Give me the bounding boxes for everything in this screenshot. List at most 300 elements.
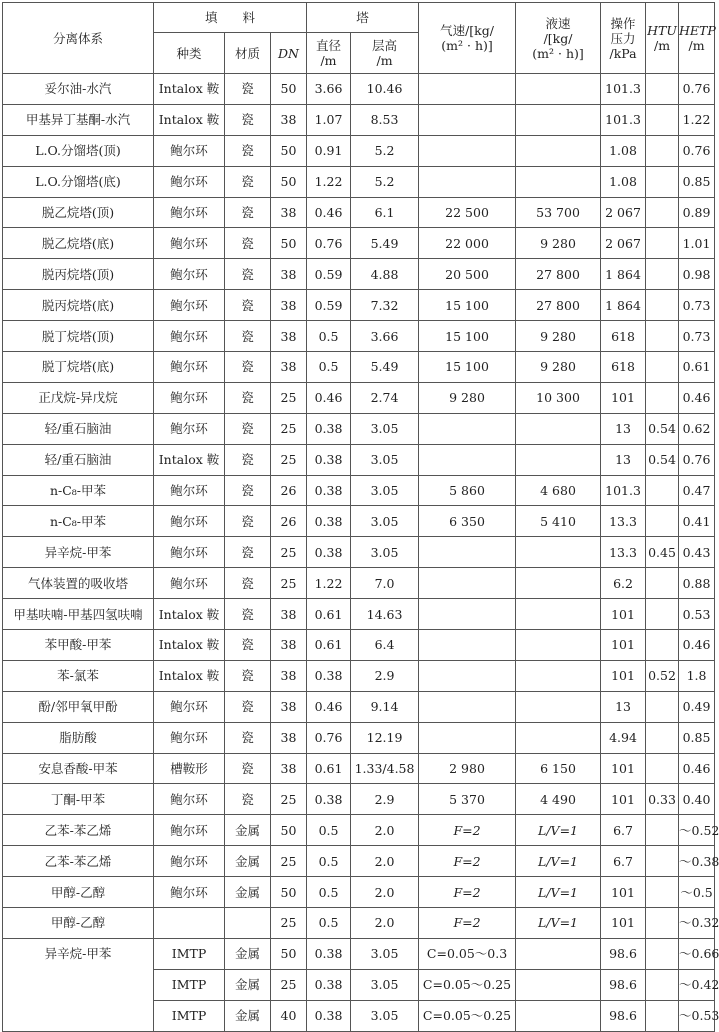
cell-liquid-speed (516, 691, 601, 722)
cell-system: 乙苯-苯乙烯 (3, 815, 154, 846)
cell-htu (646, 166, 679, 197)
cell-hetp: ～0.53 (679, 1000, 715, 1031)
cell-bed-height: 8.53 (351, 104, 419, 135)
cell-gas-speed: 9 280 (419, 382, 516, 413)
cell-dn: 38 (271, 104, 307, 135)
cell-diameter: 3.66 (307, 74, 351, 105)
cell-dn: 25 (271, 382, 307, 413)
cell-htu (646, 1000, 679, 1031)
cell-hetp: 0.53 (679, 599, 715, 630)
cell-liquid-speed: 27 800 (516, 290, 601, 321)
cell-dn: 50 (271, 938, 307, 969)
cell-gas-speed: 6 350 (419, 506, 516, 537)
cell-liquid-speed (516, 444, 601, 475)
cell-hetp: 1.22 (679, 104, 715, 135)
cell-op-pressure: 1 864 (601, 290, 646, 321)
cell-op-pressure: 1 864 (601, 259, 646, 290)
cell-liquid-speed: 9 280 (516, 321, 601, 352)
header-hetp (679, 3, 715, 74)
cell-op-pressure: 618 (601, 321, 646, 352)
header-diameter-line2: /m (320, 53, 337, 68)
cell-system: 甲基呋喃-甲基四氢呋喃 (3, 599, 154, 630)
cell-material: 瓷 (225, 722, 271, 753)
header-op-pressure-line3: /kPa (609, 45, 637, 61)
cell-liquid-speed (516, 104, 601, 135)
cell-htu (646, 104, 679, 135)
cell-liquid-speed: 27 800 (516, 259, 601, 290)
cell-liquid-speed (516, 660, 601, 691)
cell-bed-height: 6.4 (351, 630, 419, 661)
header-bed-height (351, 33, 419, 74)
cell-material: 金属 (225, 938, 271, 969)
cell-diameter: 0.38 (307, 938, 351, 969)
cell-packing-kind: 鲍尔环 (154, 537, 225, 568)
cell-hetp: 0.49 (679, 691, 715, 722)
cell-gas-speed (419, 537, 516, 568)
cell-packing-kind: Intalox 鞍 (154, 104, 225, 135)
cell-packing-kind: 鲍尔环 (154, 722, 225, 753)
cell-gas-speed (419, 166, 516, 197)
cell-hetp: ～0.52 (679, 815, 715, 846)
cell-material: 瓷 (225, 537, 271, 568)
cell-liquid-speed: 4 680 (516, 475, 601, 506)
cell-hetp: 0.41 (679, 506, 715, 537)
cell-hetp: 0.46 (679, 382, 715, 413)
cell-diameter: 0.76 (307, 722, 351, 753)
cell-dn: 38 (271, 660, 307, 691)
cell-bed-height: 6.1 (351, 197, 419, 228)
table-row (3, 135, 715, 166)
cell-htu (646, 722, 679, 753)
cell-htu (646, 938, 679, 969)
cell-packing-kind: Intalox 鞍 (154, 444, 225, 475)
cell-liquid-speed (516, 568, 601, 599)
cell-op-pressure: 101 (601, 877, 646, 908)
header-bed-height-line2: /m (376, 53, 393, 68)
cell-material: 瓷 (225, 104, 271, 135)
cell-op-pressure: 13.3 (601, 506, 646, 537)
cell-liquid-speed: 4 490 (516, 784, 601, 815)
cell-bed-height: 3.05 (351, 1000, 419, 1031)
cell-gas-speed: F=2 (419, 877, 516, 908)
cell-material: 瓷 (225, 475, 271, 506)
cell-op-pressure: 618 (601, 352, 646, 383)
cell-op-pressure: 2 067 (601, 228, 646, 259)
cell-op-pressure: 101 (601, 630, 646, 661)
cell-diameter: 0.38 (307, 969, 351, 1000)
cell-hetp: 0.76 (679, 444, 715, 475)
cell-packing-kind: 鲍尔环 (154, 815, 225, 846)
cell-hetp: 0.43 (679, 537, 715, 568)
cell-dn: 38 (271, 722, 307, 753)
cell-htu (646, 290, 679, 321)
header-htu-line2: /m (653, 38, 671, 53)
cell-liquid-speed: L/V=1 (516, 908, 601, 939)
cell-liquid-speed (516, 1000, 601, 1031)
cell-bed-height: 3.66 (351, 321, 419, 352)
cell-liquid-speed: L/V=1 (516, 815, 601, 846)
cell-gas-speed (419, 104, 516, 135)
cell-htu: 0.52 (646, 660, 679, 691)
cell-bed-height: 1.33/4.58 (351, 753, 419, 784)
table-row (3, 321, 715, 352)
cell-material: 金属 (225, 815, 271, 846)
cell-hetp: 0.46 (679, 630, 715, 661)
cell-diameter: 0.38 (307, 413, 351, 444)
cell-dn: 40 (271, 1000, 307, 1031)
table-row (3, 475, 715, 506)
table-row (3, 506, 715, 537)
table-row (3, 352, 715, 383)
cell-material: 瓷 (225, 444, 271, 475)
cell-diameter: 1.22 (307, 166, 351, 197)
cell-gas-speed: 22 500 (419, 197, 516, 228)
header-op-pressure-line2: 压力 (610, 30, 636, 46)
cell-op-pressure: 101.3 (601, 475, 646, 506)
cell-hetp: 0.73 (679, 321, 715, 352)
cell-packing-kind: 鲍尔环 (154, 475, 225, 506)
cell-htu (646, 691, 679, 722)
cell-dn: 25 (271, 444, 307, 475)
cell-dn: 25 (271, 908, 307, 939)
cell-system: 乙苯-苯乙烯 (3, 846, 154, 877)
cell-system: L.O.分馏塔(顶) (3, 135, 154, 166)
cell-liquid-speed (516, 969, 601, 1000)
cell-gas-speed: 2 980 (419, 753, 516, 784)
cell-gas-speed (419, 599, 516, 630)
cell-packing-kind: Intalox 鞍 (154, 630, 225, 661)
cell-material: 瓷 (225, 630, 271, 661)
cell-liquid-speed (516, 166, 601, 197)
cell-system: 轻/重石脑油 (3, 444, 154, 475)
cell-system: 正戊烷-异戊烷 (3, 382, 154, 413)
cell-liquid-speed (516, 722, 601, 753)
cell-system: 酚/邻甲氧甲酚 (3, 691, 154, 722)
header-system: 分离体系 (3, 3, 154, 74)
cell-packing-kind: 鲍尔环 (154, 166, 225, 197)
cell-gas-speed: 15 100 (419, 290, 516, 321)
cell-bed-height: 2.74 (351, 382, 419, 413)
cell-liquid-speed (516, 938, 601, 969)
cell-hetp: 0.76 (679, 74, 715, 105)
cell-op-pressure: 4.94 (601, 722, 646, 753)
header-liquid-speed (516, 3, 601, 74)
table-row (3, 908, 715, 939)
cell-diameter: 0.61 (307, 753, 351, 784)
cell-dn: 38 (271, 321, 307, 352)
cell-system: 妥尔油-水汽 (3, 74, 154, 105)
cell-op-pressure: 2 067 (601, 197, 646, 228)
cell-dn: 50 (271, 877, 307, 908)
cell-material: 瓷 (225, 599, 271, 630)
cell-material: 瓷 (225, 135, 271, 166)
cell-dn: 38 (271, 259, 307, 290)
cell-diameter: 0.38 (307, 1000, 351, 1031)
cell-material: 瓷 (225, 228, 271, 259)
packing-data-table-container (2, 2, 719, 1032)
table-row (3, 568, 715, 599)
cell-bed-height: 5.49 (351, 228, 419, 259)
cell-bed-height: 2.9 (351, 660, 419, 691)
cell-system: 脱乙烷塔(底) (3, 228, 154, 259)
cell-liquid-speed (516, 537, 601, 568)
cell-packing-kind: 鲍尔环 (154, 259, 225, 290)
cell-htu (646, 815, 679, 846)
header-liquid-speed-line2: /[kg/ (543, 30, 573, 46)
cell-system: 苯-氯苯 (3, 660, 154, 691)
table-row (3, 166, 715, 197)
cell-packing-kind: 槽鞍形 (154, 753, 225, 784)
cell-diameter: 0.61 (307, 599, 351, 630)
cell-bed-height: 5.2 (351, 135, 419, 166)
header-tower: 塔 (307, 3, 419, 33)
cell-op-pressure: 98.6 (601, 1000, 646, 1031)
cell-gas-speed (419, 135, 516, 166)
cell-op-pressure: 1.08 (601, 166, 646, 197)
cell-dn: 25 (271, 568, 307, 599)
cell-material: 瓷 (225, 413, 271, 444)
header-op-pressure-line1: 操作 (610, 15, 636, 31)
cell-packing-kind: 鲍尔环 (154, 413, 225, 444)
cell-htu (646, 908, 679, 939)
cell-dn: 25 (271, 784, 307, 815)
cell-htu (646, 846, 679, 877)
cell-dn: 25 (271, 537, 307, 568)
cell-hetp: 1.01 (679, 228, 715, 259)
cell-packing-kind: Intalox 鞍 (154, 660, 225, 691)
cell-hetp: ～0.42 (679, 969, 715, 1000)
table-row (3, 753, 715, 784)
cell-system: 脱乙烷塔(顶) (3, 197, 154, 228)
cell-bed-height: 3.05 (351, 475, 419, 506)
cell-hetp: 0.61 (679, 352, 715, 383)
header-op-pressure (601, 3, 646, 74)
cell-op-pressure: 13 (601, 413, 646, 444)
cell-htu (646, 475, 679, 506)
cell-op-pressure: 101.3 (601, 104, 646, 135)
table-row (3, 660, 715, 691)
table-body (3, 74, 719, 1032)
cell-htu (646, 352, 679, 383)
cell-liquid-speed (516, 74, 601, 105)
cell-material: 瓷 (225, 321, 271, 352)
table-row (3, 259, 715, 290)
cell-op-pressure: 101 (601, 382, 646, 413)
cell-packing-kind (154, 908, 225, 939)
cell-htu: 0.33 (646, 784, 679, 815)
table-row (3, 938, 715, 969)
cell-diameter: 0.46 (307, 691, 351, 722)
cell-dn: 26 (271, 506, 307, 537)
cell-material: 金属 (225, 846, 271, 877)
cell-diameter: 0.5 (307, 815, 351, 846)
cell-gas-speed: 5 370 (419, 784, 516, 815)
cell-packing-kind: 鲍尔环 (154, 135, 225, 166)
cell-bed-height: 4.88 (351, 259, 419, 290)
header-gas-speed (419, 3, 516, 74)
header-liquid-speed-line3: (m² · h)] (532, 45, 584, 61)
cell-diameter: 0.76 (307, 228, 351, 259)
cell-bed-height: 5.2 (351, 166, 419, 197)
cell-hetp: 0.46 (679, 753, 715, 784)
cell-liquid-speed (516, 413, 601, 444)
cell-diameter: 0.46 (307, 197, 351, 228)
cell-bed-height: 3.05 (351, 938, 419, 969)
cell-op-pressure: 101 (601, 784, 646, 815)
cell-hetp: 0.88 (679, 568, 715, 599)
cell-diameter: 0.5 (307, 352, 351, 383)
cell-diameter: 1.07 (307, 104, 351, 135)
table-row (3, 104, 715, 135)
cell-diameter: 0.38 (307, 506, 351, 537)
cell-system: n-C₈-甲苯 (3, 506, 154, 537)
cell-diameter: 0.38 (307, 475, 351, 506)
cell-system: 异辛烷-甲苯 (3, 537, 154, 568)
cell-hetp: 0.62 (679, 413, 715, 444)
cell-bed-height: 3.05 (351, 444, 419, 475)
cell-dn: 50 (271, 74, 307, 105)
cell-liquid-speed: 6 150 (516, 753, 601, 784)
cell-packing-kind: 鲍尔环 (154, 846, 225, 877)
cell-material: 金属 (225, 1000, 271, 1031)
cell-htu (646, 506, 679, 537)
cell-hetp: ～0.5 (679, 877, 715, 908)
header-diameter-line1: 直径 (316, 38, 342, 53)
cell-material: 瓷 (225, 753, 271, 784)
cell-diameter: 0.59 (307, 259, 351, 290)
cell-htu (646, 753, 679, 784)
cell-packing-kind: 鲍尔环 (154, 290, 225, 321)
cell-bed-height: 3.05 (351, 969, 419, 1000)
header-material: 材质 (225, 33, 271, 74)
cell-liquid-speed: 10 300 (516, 382, 601, 413)
cell-material: 金属 (225, 969, 271, 1000)
cell-system: n-C₈-甲苯 (3, 475, 154, 506)
cell-system: 甲醇-乙醇 (3, 877, 154, 908)
cell-material: 瓷 (225, 259, 271, 290)
cell-gas-speed: 20 500 (419, 259, 516, 290)
cell-htu (646, 877, 679, 908)
cell-material: 瓷 (225, 568, 271, 599)
cell-dn: 38 (271, 352, 307, 383)
cell-diameter: 1.22 (307, 568, 351, 599)
table-row (3, 691, 715, 722)
cell-dn: 25 (271, 846, 307, 877)
cell-op-pressure: 98.6 (601, 969, 646, 1000)
cell-gas-speed (419, 444, 516, 475)
cell-material: 瓷 (225, 197, 271, 228)
cell-packing-kind: 鲍尔环 (154, 228, 225, 259)
cell-gas-speed: C=0.05～0.25 (419, 969, 516, 1000)
cell-material: 瓷 (225, 506, 271, 537)
table-row (3, 877, 715, 908)
cell-bed-height: 10.46 (351, 74, 419, 105)
header-htu-line1: HTU (647, 23, 677, 38)
cell-gas-speed: 15 100 (419, 352, 516, 383)
cell-htu (646, 74, 679, 105)
cell-htu (646, 135, 679, 166)
cell-dn: 38 (271, 197, 307, 228)
table-row (3, 630, 715, 661)
cell-packing-kind: IMTP (154, 969, 225, 1000)
cell-op-pressure: 101 (601, 660, 646, 691)
cell-system: 安息香酸-甲苯 (3, 753, 154, 784)
cell-material (225, 908, 271, 939)
cell-gas-speed (419, 74, 516, 105)
cell-hetp: ～0.32 (679, 908, 715, 939)
cell-dn: 50 (271, 166, 307, 197)
cell-op-pressure: 6.7 (601, 846, 646, 877)
header-htu (646, 3, 679, 74)
cell-material: 金属 (225, 877, 271, 908)
cell-bed-height: 3.05 (351, 537, 419, 568)
cell-dn: 38 (271, 599, 307, 630)
cell-hetp: 0.40 (679, 784, 715, 815)
table-row (3, 784, 715, 815)
cell-bed-height: 9.14 (351, 691, 419, 722)
cell-gas-speed: 22 000 (419, 228, 516, 259)
cell-gas-speed (419, 722, 516, 753)
cell-hetp: 0.98 (679, 259, 715, 290)
cell-htu (646, 630, 679, 661)
cell-liquid-speed: 5 410 (516, 506, 601, 537)
cell-bed-height: 2.0 (351, 877, 419, 908)
cell-diameter: 0.61 (307, 630, 351, 661)
cell-dn: 25 (271, 969, 307, 1000)
cell-diameter: 0.5 (307, 846, 351, 877)
cell-htu (646, 259, 679, 290)
cell-system: 甲醇-乙醇 (3, 908, 154, 939)
cell-diameter: 0.5 (307, 321, 351, 352)
cell-liquid-speed: 9 280 (516, 352, 601, 383)
cell-gas-speed (419, 660, 516, 691)
cell-hetp: ～0.38 (679, 846, 715, 877)
table-row (3, 722, 715, 753)
cell-material: 瓷 (225, 784, 271, 815)
cell-diameter: 0.38 (307, 784, 351, 815)
cell-packing-kind: 鲍尔环 (154, 784, 225, 815)
cell-diameter: 0.38 (307, 444, 351, 475)
cell-system: 丁酮-甲苯 (3, 784, 154, 815)
cell-packing-kind: 鲍尔环 (154, 877, 225, 908)
cell-system: 异辛烷-甲苯 (3, 938, 154, 1031)
table-row (3, 382, 715, 413)
cell-hetp: 0.73 (679, 290, 715, 321)
table-row (3, 290, 715, 321)
header-hetp-line1: HETP (679, 23, 716, 38)
cell-material: 瓷 (225, 660, 271, 691)
cell-op-pressure: 101.3 (601, 74, 646, 105)
table-row (3, 197, 715, 228)
cell-material: 瓷 (225, 166, 271, 197)
cell-hetp: 0.85 (679, 166, 715, 197)
cell-op-pressure: 13 (601, 691, 646, 722)
cell-gas-speed: C=0.05～0.3 (419, 938, 516, 969)
cell-diameter: 0.91 (307, 135, 351, 166)
cell-op-pressure: 101 (601, 753, 646, 784)
header-bed-height-line1: 层高 (372, 38, 398, 53)
cell-htu (646, 382, 679, 413)
table-row (3, 228, 715, 259)
cell-system: L.O.分馏塔(底) (3, 166, 154, 197)
cell-gas-speed: 5 860 (419, 475, 516, 506)
cell-diameter: 0.59 (307, 290, 351, 321)
cell-packing-kind: IMTP (154, 938, 225, 969)
cell-packing-kind: 鲍尔环 (154, 197, 225, 228)
cell-gas-speed (419, 691, 516, 722)
cell-hetp: 0.76 (679, 135, 715, 166)
cell-bed-height: 12.19 (351, 722, 419, 753)
